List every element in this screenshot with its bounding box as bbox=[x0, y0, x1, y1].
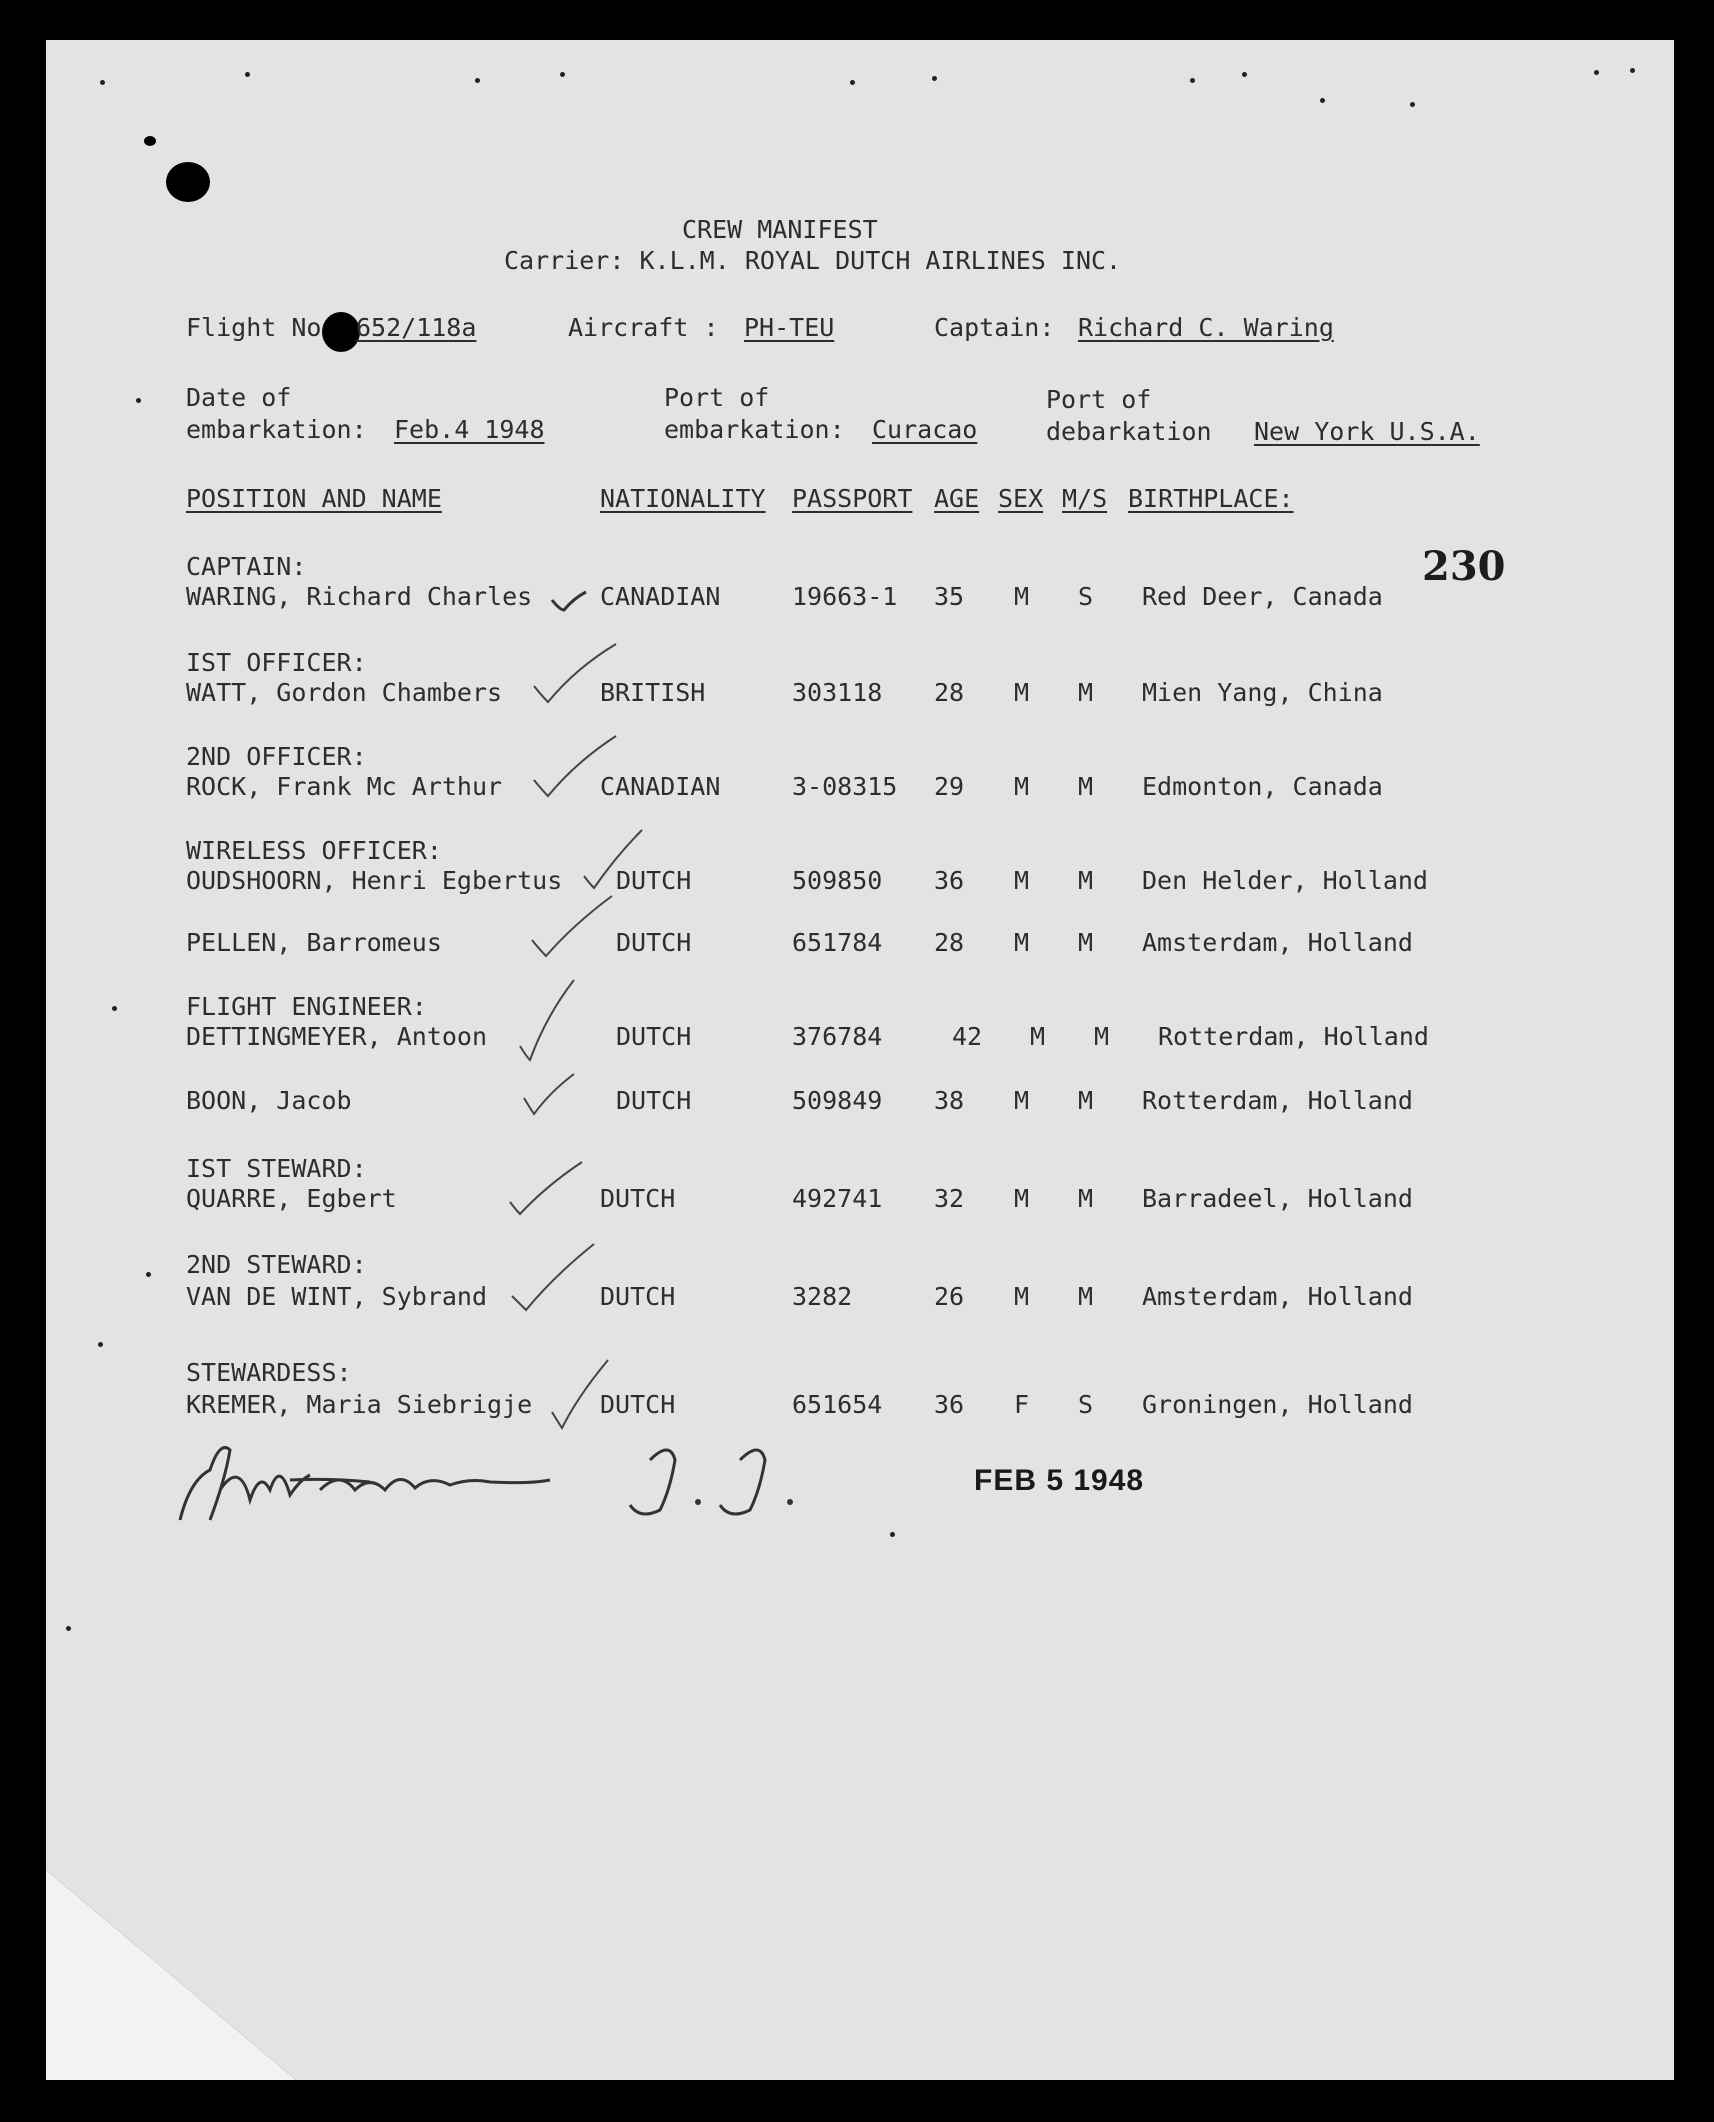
crew-sex: M bbox=[1014, 928, 1030, 957]
crew-name: DETTINGMEYER, Antoon bbox=[186, 1022, 488, 1051]
speck bbox=[890, 1532, 895, 1537]
column-header-passport: PASSPORT bbox=[792, 484, 913, 513]
crew-nationality: BRITISH bbox=[600, 678, 706, 707]
crew-birthplace: Amsterdam, Holland bbox=[1142, 1282, 1413, 1311]
speck bbox=[100, 80, 105, 85]
crew-name: BOON, Jacob bbox=[186, 1086, 352, 1115]
speck bbox=[1320, 98, 1325, 103]
crew-name: VAN DE WINT, Sybrand bbox=[186, 1282, 488, 1311]
crew-marital-status: M bbox=[1078, 772, 1094, 801]
port-debark-label: debarkation bbox=[1046, 417, 1212, 446]
crew-sex: M bbox=[1014, 1282, 1030, 1311]
crew-nationality: DUTCH bbox=[600, 1184, 676, 1213]
speck bbox=[1242, 72, 1247, 77]
crew-nationality: DUTCH bbox=[600, 1390, 676, 1419]
crew-passport: 3282 bbox=[792, 1282, 853, 1311]
crew-sex: M bbox=[1030, 1022, 1046, 1051]
column-header-marital-status: M/S bbox=[1062, 484, 1108, 513]
crew-passport: 651784 bbox=[792, 928, 883, 957]
speck bbox=[1630, 68, 1635, 73]
captain-label: Captain: bbox=[934, 313, 1055, 342]
crew-sex: M bbox=[1014, 866, 1030, 895]
crew-birthplace: Rotterdam, Holland bbox=[1158, 1022, 1429, 1051]
check-mark-icon bbox=[508, 1240, 598, 1316]
crew-birthplace: Amsterdam, Holland bbox=[1142, 928, 1413, 957]
crew-marital-status: M bbox=[1078, 1282, 1094, 1311]
crew-position: 2ND OFFICER: bbox=[186, 742, 367, 771]
crew-age: 32 bbox=[934, 1184, 965, 1213]
crew-sex: M bbox=[1014, 582, 1030, 611]
crew-name: QUARRE, Egbert bbox=[186, 1184, 397, 1213]
column-header-nationality: NATIONALITY bbox=[600, 484, 766, 513]
crew-birthplace: Barradeel, Holland bbox=[1142, 1184, 1413, 1213]
crew-sex: M bbox=[1014, 678, 1030, 707]
port-embark-value: Curacao bbox=[872, 415, 978, 444]
speck bbox=[66, 1626, 71, 1631]
crew-age: 38 bbox=[934, 1086, 965, 1115]
crew-age: 26 bbox=[934, 1282, 965, 1311]
crew-marital-status: M bbox=[1078, 678, 1094, 707]
crew-age: 28 bbox=[934, 678, 965, 707]
carrier-line: Carrier: K.L.M. ROYAL DUTCH AIRLINES INC. bbox=[504, 246, 1122, 275]
crew-birthplace: Rotterdam, Holland bbox=[1142, 1086, 1413, 1115]
crew-name: KREMER, Maria Siebrigje bbox=[186, 1390, 533, 1419]
speck bbox=[475, 78, 480, 83]
crew-marital-status: M bbox=[1094, 1022, 1110, 1051]
aircraft-registration: PH-TEU bbox=[744, 313, 835, 342]
crew-passport: 492741 bbox=[792, 1184, 883, 1213]
crew-marital-status: S bbox=[1078, 582, 1094, 611]
speck bbox=[245, 72, 250, 77]
crew-position: CAPTAIN: bbox=[186, 552, 307, 581]
crew-age: 42 bbox=[952, 1022, 983, 1051]
speck bbox=[1410, 102, 1415, 107]
port-debark-label: Port of bbox=[1046, 385, 1152, 414]
check-mark-icon bbox=[530, 640, 620, 710]
crew-age: 36 bbox=[934, 866, 965, 895]
check-mark-icon bbox=[506, 1158, 586, 1218]
crew-position: IST STEWARD: bbox=[186, 1154, 367, 1183]
handwritten-signature bbox=[170, 1420, 850, 1540]
crew-birthplace: Red Deer, Canada bbox=[1142, 582, 1383, 611]
flight-label: Flight No bbox=[186, 313, 322, 342]
crew-passport: 303118 bbox=[792, 678, 883, 707]
crew-nationality: DUTCH bbox=[616, 1086, 692, 1115]
ink-blot bbox=[166, 162, 210, 202]
check-mark-icon bbox=[580, 826, 650, 896]
crew-passport: 376784 bbox=[792, 1022, 883, 1051]
check-mark-icon bbox=[550, 588, 590, 618]
manifest-page bbox=[46, 40, 1674, 2080]
crew-position: IST OFFICER: bbox=[186, 648, 367, 677]
crew-birthplace: Groningen, Holland bbox=[1142, 1390, 1413, 1419]
crew-sex: M bbox=[1014, 1184, 1030, 1213]
flight-number: 652/118a bbox=[356, 313, 477, 342]
crew-nationality: CANADIAN bbox=[600, 772, 721, 801]
check-mark-icon bbox=[528, 892, 618, 962]
crew-age: 28 bbox=[934, 928, 965, 957]
speck bbox=[1594, 70, 1599, 75]
check-mark-icon bbox=[516, 976, 586, 1066]
ink-blot bbox=[322, 312, 360, 352]
crew-marital-status: M bbox=[1078, 866, 1094, 895]
crew-name: ROCK, Frank Mc Arthur bbox=[186, 772, 503, 801]
speck bbox=[560, 72, 565, 77]
speck bbox=[146, 1272, 151, 1277]
crew-position: 2ND STEWARD: bbox=[186, 1250, 367, 1279]
check-mark-icon bbox=[520, 1070, 580, 1120]
port-embark-label: Port of bbox=[664, 383, 770, 412]
crew-passport: 3-08315 bbox=[792, 772, 898, 801]
crew-name: WARING, Richard Charles bbox=[186, 582, 533, 611]
crew-passport: 651654 bbox=[792, 1390, 883, 1419]
crew-age: 36 bbox=[934, 1390, 965, 1419]
crew-marital-status: S bbox=[1078, 1390, 1094, 1419]
crew-nationality: DUTCH bbox=[616, 928, 692, 957]
port-embark-label: embarkation: bbox=[664, 415, 845, 444]
crew-birthplace: Den Helder, Holland bbox=[1142, 866, 1428, 895]
embark-date-value: Feb.4 1948 bbox=[394, 415, 545, 444]
speck bbox=[136, 398, 141, 403]
column-header-position-name: POSITION AND NAME bbox=[186, 484, 442, 513]
speck bbox=[1190, 78, 1195, 83]
column-header-sex: SEX bbox=[998, 484, 1044, 513]
crew-sex: M bbox=[1014, 1086, 1030, 1115]
crew-sex: M bbox=[1014, 772, 1030, 801]
crew-birthplace: Mien Yang, China bbox=[1142, 678, 1383, 707]
crew-marital-status: M bbox=[1078, 1086, 1094, 1115]
document-title: CREW MANIFEST bbox=[682, 215, 878, 244]
crew-birthplace: Edmonton, Canada bbox=[1142, 772, 1383, 801]
crew-age: 35 bbox=[934, 582, 965, 611]
aircraft-label: Aircraft : bbox=[568, 313, 719, 342]
crew-position: STEWARDESS: bbox=[186, 1358, 352, 1387]
crew-name: OUDSHOORN, Henri Egbertus bbox=[186, 866, 563, 895]
crew-marital-status: M bbox=[1078, 1184, 1094, 1213]
crew-nationality: DUTCH bbox=[600, 1282, 676, 1311]
page-number: 230 bbox=[1422, 543, 1506, 590]
crew-position: FLIGHT ENGINEER: bbox=[186, 992, 427, 1021]
captain-name: Richard C. Waring bbox=[1078, 313, 1334, 342]
speck bbox=[850, 80, 855, 85]
speck bbox=[932, 76, 937, 81]
crew-nationality: CANADIAN bbox=[600, 582, 721, 611]
check-mark-icon bbox=[530, 732, 620, 802]
crew-passport: 19663-1 bbox=[792, 582, 898, 611]
crew-passport: 509849 bbox=[792, 1086, 883, 1115]
date-stamp: FEB 5 1948 bbox=[974, 1464, 1145, 1497]
embark-date-label: embarkation: bbox=[186, 415, 367, 444]
crew-sex: F bbox=[1014, 1390, 1030, 1419]
column-header-birthplace: BIRTHPLACE: bbox=[1128, 484, 1294, 513]
crew-age: 29 bbox=[934, 772, 965, 801]
speck bbox=[112, 1006, 117, 1011]
port-debark-value: New York U.S.A. bbox=[1254, 417, 1480, 446]
crew-name: WATT, Gordon Chambers bbox=[186, 678, 503, 707]
crew-passport: 509850 bbox=[792, 866, 883, 895]
crew-nationality: DUTCH bbox=[616, 866, 692, 895]
crew-marital-status: M bbox=[1078, 928, 1094, 957]
embark-date-label: Date of bbox=[186, 383, 292, 412]
crew-name: PELLEN, Barromeus bbox=[186, 928, 442, 957]
crew-nationality: DUTCH bbox=[616, 1022, 692, 1051]
column-header-age: AGE bbox=[934, 484, 980, 513]
crew-position: WIRELESS OFFICER: bbox=[186, 836, 442, 865]
ink-speck bbox=[144, 136, 156, 146]
speck bbox=[98, 1342, 103, 1347]
